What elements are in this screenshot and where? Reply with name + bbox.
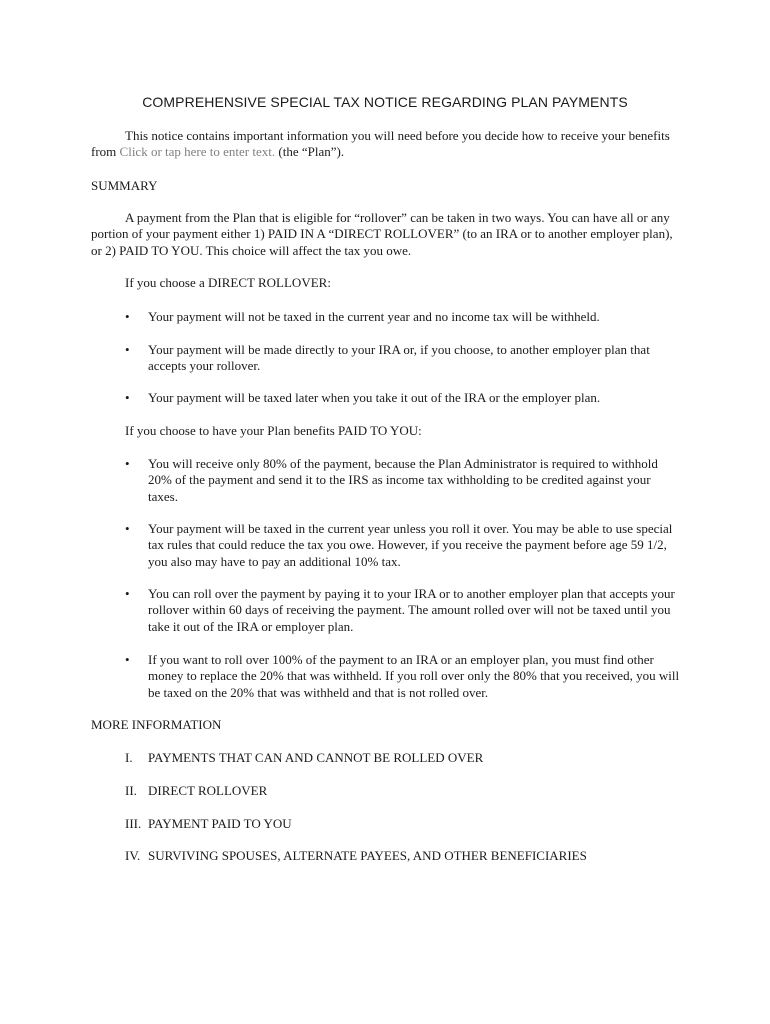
section-number: III. xyxy=(125,816,142,831)
list-item-text: Your payment will be taxed later when you take it out of the IRA or the employer plan. xyxy=(148,390,601,405)
list-item-text: Your payment will not be taxed in the current year and no income tax will be withheld. xyxy=(148,309,600,324)
bullet-icon: • xyxy=(125,342,130,357)
intro-paragraph xyxy=(91,128,681,161)
bullet-icon: • xyxy=(125,521,130,536)
bullet-icon: • xyxy=(125,652,130,667)
section-label: SURVIVING SPOUSES, ALTERNATE PAYEES, AND OTHER BENEFICIARIES xyxy=(148,848,587,863)
list-item-text: You can roll over the payment by paying it to your IRA or to another employer plan that accepts your rollover within 60 days of receiving the payment. The amount rolled over will not be taxed until you take it out of the IRA or employer plan. xyxy=(148,586,675,634)
list-item-text: Your payment will be taxed in the current year unless you roll it over. You may be able to use special tax rules that could reduce the tax you owe. However, if you receive the payment before age 59 1/2, you also may have to pay an additional 10% tax. xyxy=(148,521,673,569)
section-list-item xyxy=(125,783,665,799)
bullet-icon: • xyxy=(125,586,130,601)
direct-rollover-heading: If you choose a DIRECT ROLLOVER: xyxy=(125,275,331,290)
paid-to-you-heading: If you choose to have your Plan benefits PAID TO YOU: xyxy=(125,423,422,438)
section-label: DIRECT ROLLOVER xyxy=(148,783,268,798)
list-item-text: You will receive only 80% of the payment, because the Plan Administrator is required to withhold 20% of the payment and send it to the IRS as income tax withholding to be credited against your taxes. xyxy=(148,456,658,504)
intro-text-before: This notice contains important information you will need before you decide how to receive your benefits from xyxy=(91,128,670,160)
more-information-heading: MORE INFORMATION xyxy=(91,717,222,732)
section-list-item xyxy=(125,816,665,832)
list-item-text: If you want to roll over 100% of the payment to an IRA or an employer plan, you must find other money to replace the 20% that was withheld. If you roll over only the 80% that you received, you will be taxed on the 20% that was withheld and that is not rolled over. xyxy=(148,652,680,700)
summary-heading: SUMMARY xyxy=(91,178,158,193)
summary-paragraph: A payment from the Plan that is eligible for “rollover” can be taken in two ways. You can have all or any portion of your payment either 1) PAID IN A “DIRECT ROLLOVER” (to an IRA or to another employer plan), or 2) PAID TO YOU. This choice will affect the tax you owe. xyxy=(91,210,673,258)
plan-name-placeholder-field[interactable]: Click or tap here to enter text. xyxy=(119,144,276,160)
section-number: I. xyxy=(125,750,133,765)
document-title: COMPREHENSIVE SPECIAL TAX NOTICE REGARDING PLAN PAYMENTS xyxy=(142,94,628,110)
list-item-text: Your payment will be made directly to your IRA or, if you choose, to another employer plan that accepts your rollover. xyxy=(148,342,650,374)
bullet-icon: • xyxy=(125,390,130,405)
section-list-item xyxy=(125,848,665,864)
bullet-icon: • xyxy=(125,456,130,471)
bullet-icon: • xyxy=(125,309,130,324)
intro-text-after: (the “Plan”). xyxy=(275,144,345,160)
section-label: PAYMENT PAID TO YOU xyxy=(148,816,292,831)
section-number: II. xyxy=(125,783,137,798)
section-list-item xyxy=(125,750,665,766)
section-number: IV. xyxy=(125,848,141,863)
section-label: PAYMENTS THAT CAN AND CANNOT BE ROLLED OVER xyxy=(148,750,484,765)
